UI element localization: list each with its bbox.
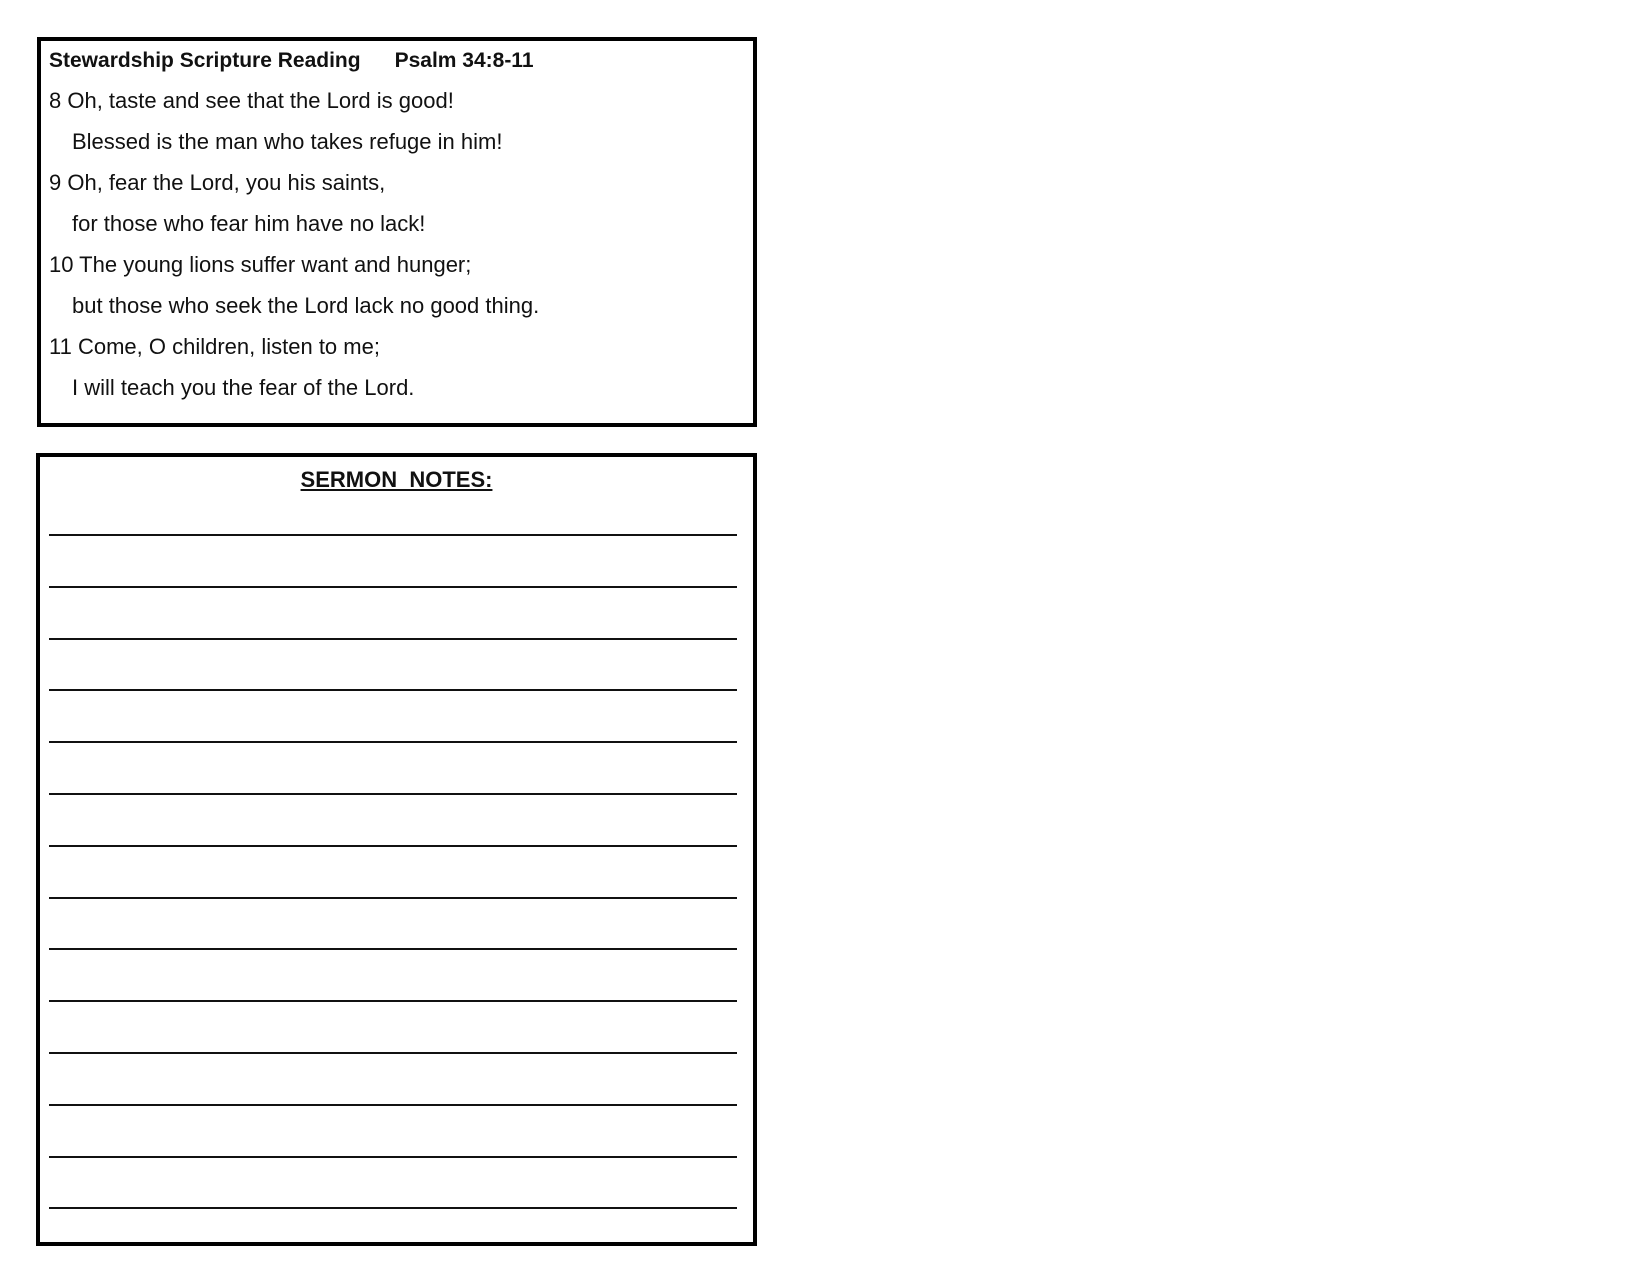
note-blank-line [49,845,737,847]
verse-line: but those who seek the Lord lack no good thing. [72,293,540,318]
verse-line: 11 Come, O children, listen to me; [49,334,380,359]
scripture-header [49,49,534,73]
note-blank-line [49,948,737,950]
sermon-notes-box [36,453,757,1246]
verse-line: Blessed is the man who takes refuge in him! [72,129,503,154]
scripture-reading-box [37,37,757,427]
scripture-reference: Psalm 34:8-11 [394,49,534,72]
note-blank-line [49,1207,737,1209]
verse-line: 10 The young lions suffer want and hunger; [49,252,472,277]
scripture-heading: Stewardship Scripture Reading [49,49,361,72]
note-blank-line [49,534,737,536]
note-blank-line [49,689,737,691]
note-blank-line [49,741,737,743]
note-blank-line [49,1156,737,1158]
sermon-notes-title: SERMON NOTES: [300,467,493,492]
note-blank-line [49,897,737,899]
note-blank-line [49,638,737,640]
note-blank-line [49,1104,737,1106]
verse-line: I will teach you the fear of the Lord. [72,375,415,400]
verse-line: for those who fear him have no lack! [72,211,426,236]
note-blank-line [49,586,737,588]
note-blank-line [49,1052,737,1054]
note-blank-line [49,793,737,795]
verse-line: 8 Oh, taste and see that the Lord is good! [49,88,454,113]
verse-line: 9 Oh, fear the Lord, you his saints, [49,170,386,195]
note-blank-line [49,1000,737,1002]
